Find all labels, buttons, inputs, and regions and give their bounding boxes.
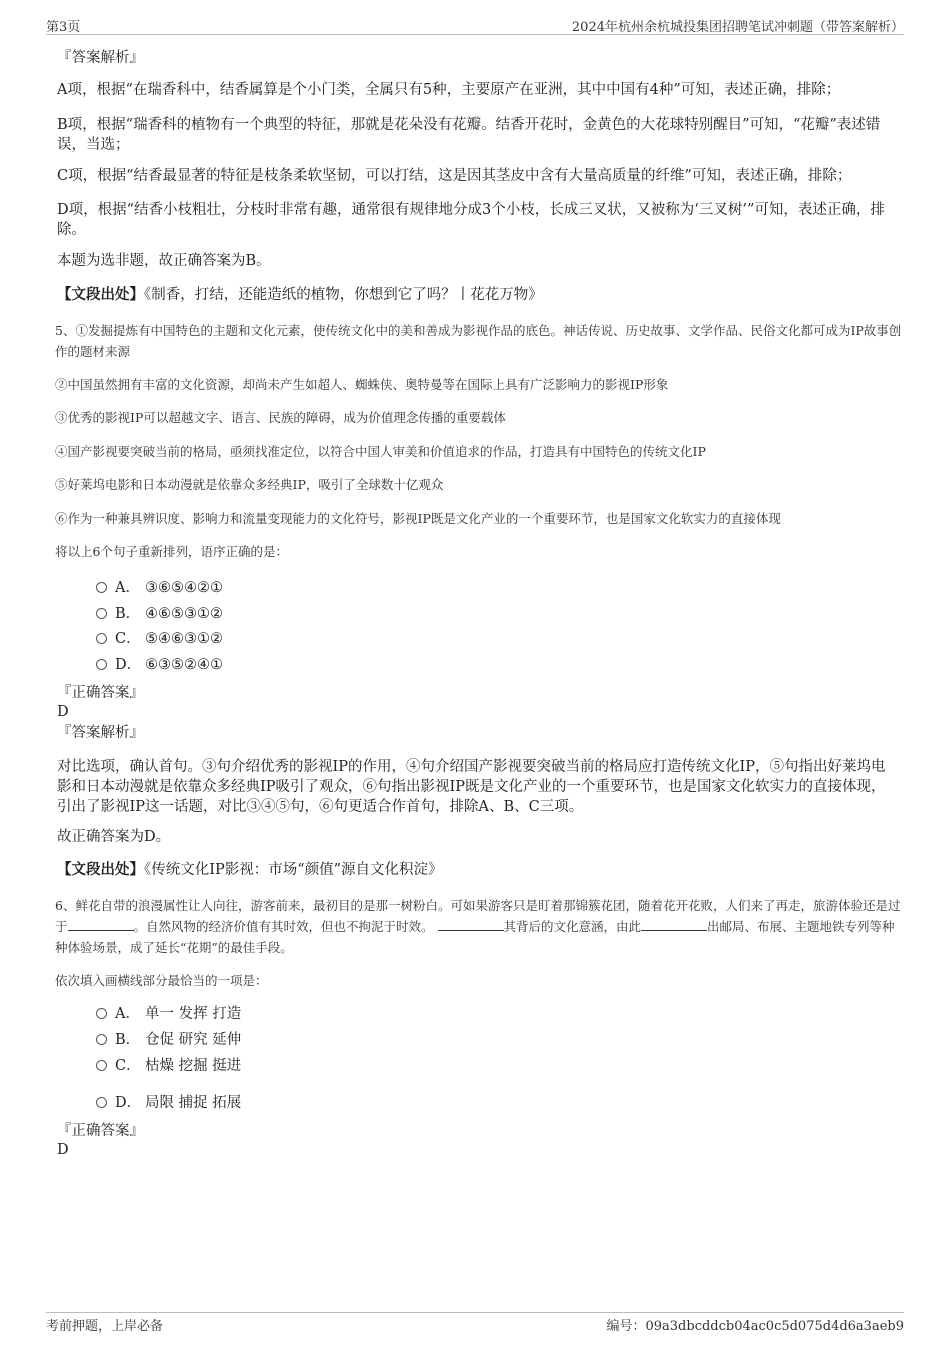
q6-passage: 6、鲜花自带的浪漫属性让人向往，游客前来，最初目的是那一树粉白。可如果游客只是盯着那锦簇花团，随着花开花败，人们来了再走，旅游体验还是过于 。自然风物的经济价值有其时效，但也不拘泥于时效。 其背后的文化意涵，由此 出邮局、布展、主题地铁专列等种种体验场景，成了延长“花期”的最佳手段。 (55, 898, 901, 955)
blank-1 (68, 918, 134, 931)
q6-answer-label: 『正确答案』 (57, 1123, 144, 1139)
q4-source-label: 【文段出处】 (57, 286, 144, 303)
q6-option-d[interactable]: D． 局限 捕捉 拓展 (96, 1093, 241, 1113)
q5-sentence-1: 5、①发掘提炼有中国特色的主题和文化元素，使传统文化中的美和善成为影视作品的底色。神话传说、历史故事、文学作品、民俗文化都可成为IP故事创作的题材来源 (55, 323, 902, 359)
q5-sentence-4: ④国产影视要突破当前的格局，亟须找准定位，以符合中国人审美和价值追求的作品，打造具有中国特色的传统文化IP (55, 444, 706, 459)
q5-analysis-label: 『答案解析』 (57, 725, 144, 741)
footer-slogan: 考前押题，上岸必备 (46, 1319, 164, 1334)
q6-prompt: 依次填入画横线部分最恰当的一项是： (55, 973, 268, 988)
q4-analysis-b: B项，根据“瑞香科的植物有一个典型的特征，那就是花朵没有花瓣。结香开花时，金黄色的大花球特别醒目”可知，“花瓣”表述错误，当选； (57, 117, 881, 153)
q5-answer: D (57, 704, 69, 720)
q4-analysis-a: A项，根据“在瑞香科中，结香属算是个小门类，全属只有5种，主要原产在亚洲，其中中国有4种”可知，表述正确，排除； (57, 82, 841, 98)
q5-sentence-5: ⑤好莱坞电影和日本动漫就是依靠众多经典IP，吸引了全球数十亿观众 (55, 477, 444, 492)
q4-analysis-label: 『答案解析』 (57, 50, 144, 66)
q5-sentence-6: ⑥作为一种兼具辨识度、影响力和流量变现能力的文化符号，影视IP既是文化产业的一个重要环节，也是国家文化软实力的直接体现 (55, 511, 781, 526)
radio-icon[interactable] (96, 1008, 107, 1019)
radio-icon[interactable] (96, 608, 107, 619)
q5-option-b[interactable]: B． ④⑥⑤③①② (96, 604, 223, 624)
q5-sentence-3: ③优秀的影视IP可以超越文字、语言、民族的障碍，成为价值理念传播的重要载体 (55, 410, 506, 425)
q5-sentence-2: ②中国虽然拥有丰富的文化资源，却尚未产生如超人、蜘蛛侠、奥特曼等在国际上具有广泛影响力的影视IP形象 (55, 377, 669, 392)
q5-conclusion: 故正确答案为D。 (57, 829, 171, 845)
radio-icon[interactable] (96, 1034, 107, 1045)
q6-option-b[interactable]: B． 仓促 研究 延伸 (96, 1030, 241, 1050)
document-title: 2024年杭州余杭城投集团招聘笔试冲刺题（带答案解析） (571, 20, 904, 35)
q6-option-a[interactable]: A． 单一 发挥 打造 (96, 1004, 241, 1024)
q4-source (57, 285, 890, 305)
radio-icon[interactable] (96, 633, 107, 644)
q4-analysis-c: C项，根据“结香最显著的特征是枝条柔软坚韧，可以打结，这是因其茎皮中含有大量高质量的纤维”可知，表述正确，排除； (57, 168, 852, 184)
page-footer (46, 1312, 904, 1334)
q5-source-label: 【文段出处】 (57, 861, 144, 878)
q4-analysis-d: D项，根据“结香小枝粗壮，分枝时非常有趣，通常很有规律地分成3个小枝，长成三叉状，又被称为‘三叉树’”可知，表述正确，排除。 (57, 202, 885, 238)
radio-icon[interactable] (96, 1060, 107, 1071)
q4-source-title: 《制香，打结，还能造纸的植物，你想到它了吗？丨花花万物》 (144, 287, 543, 303)
q4-conclusion: 本题为选非题，故正确答案为B。 (57, 253, 271, 269)
page-header (46, 14, 904, 35)
radio-icon[interactable] (96, 582, 107, 593)
blank-3 (641, 918, 707, 931)
q6-option-c[interactable]: C． 枯燥 挖掘 挺进 (96, 1056, 241, 1076)
q5-analysis: 对比选项，确认首句。③句介绍优秀的影视IP的作用，④句介绍国产影视要突破当前的格局应打造传统文化IP，⑤句指出好莱坞电影和日本动漫就是依靠众多经典IP吸引了观众，⑥句指出影视IP既是文化产业的一个重要环节，也是国家文化软实力的直接体现，引出了影视IP这一话题，对比③④⑤句，⑥句更适合作首句，排除A、B、C三项。 (57, 759, 886, 815)
blank-2 (438, 918, 504, 931)
q5-source (57, 860, 890, 880)
q6-answer: D (57, 1142, 69, 1158)
q5-answer-label: 『正确答案』 (57, 685, 144, 701)
q5-option-a[interactable]: A． ③⑥⑤④②① (96, 578, 223, 598)
radio-icon[interactable] (96, 1097, 107, 1108)
q5-source-title: 《传统文化IP影视：市场“颜值”源自文化积淀》 (144, 862, 443, 878)
q5-option-d[interactable]: D． ⑥③⑤②④① (96, 655, 223, 675)
q5-prompt: 将以上6个句子重新排列，语序正确的是： (55, 544, 288, 559)
page-number: 第3页 (46, 20, 81, 35)
radio-icon[interactable] (96, 659, 107, 670)
q5-option-c[interactable]: C． ⑤④⑥③①② (96, 629, 223, 649)
footer-serial: 编号：09a3dbcddcb04ac0c5d075d4d6a3aeb9 (606, 1319, 904, 1334)
